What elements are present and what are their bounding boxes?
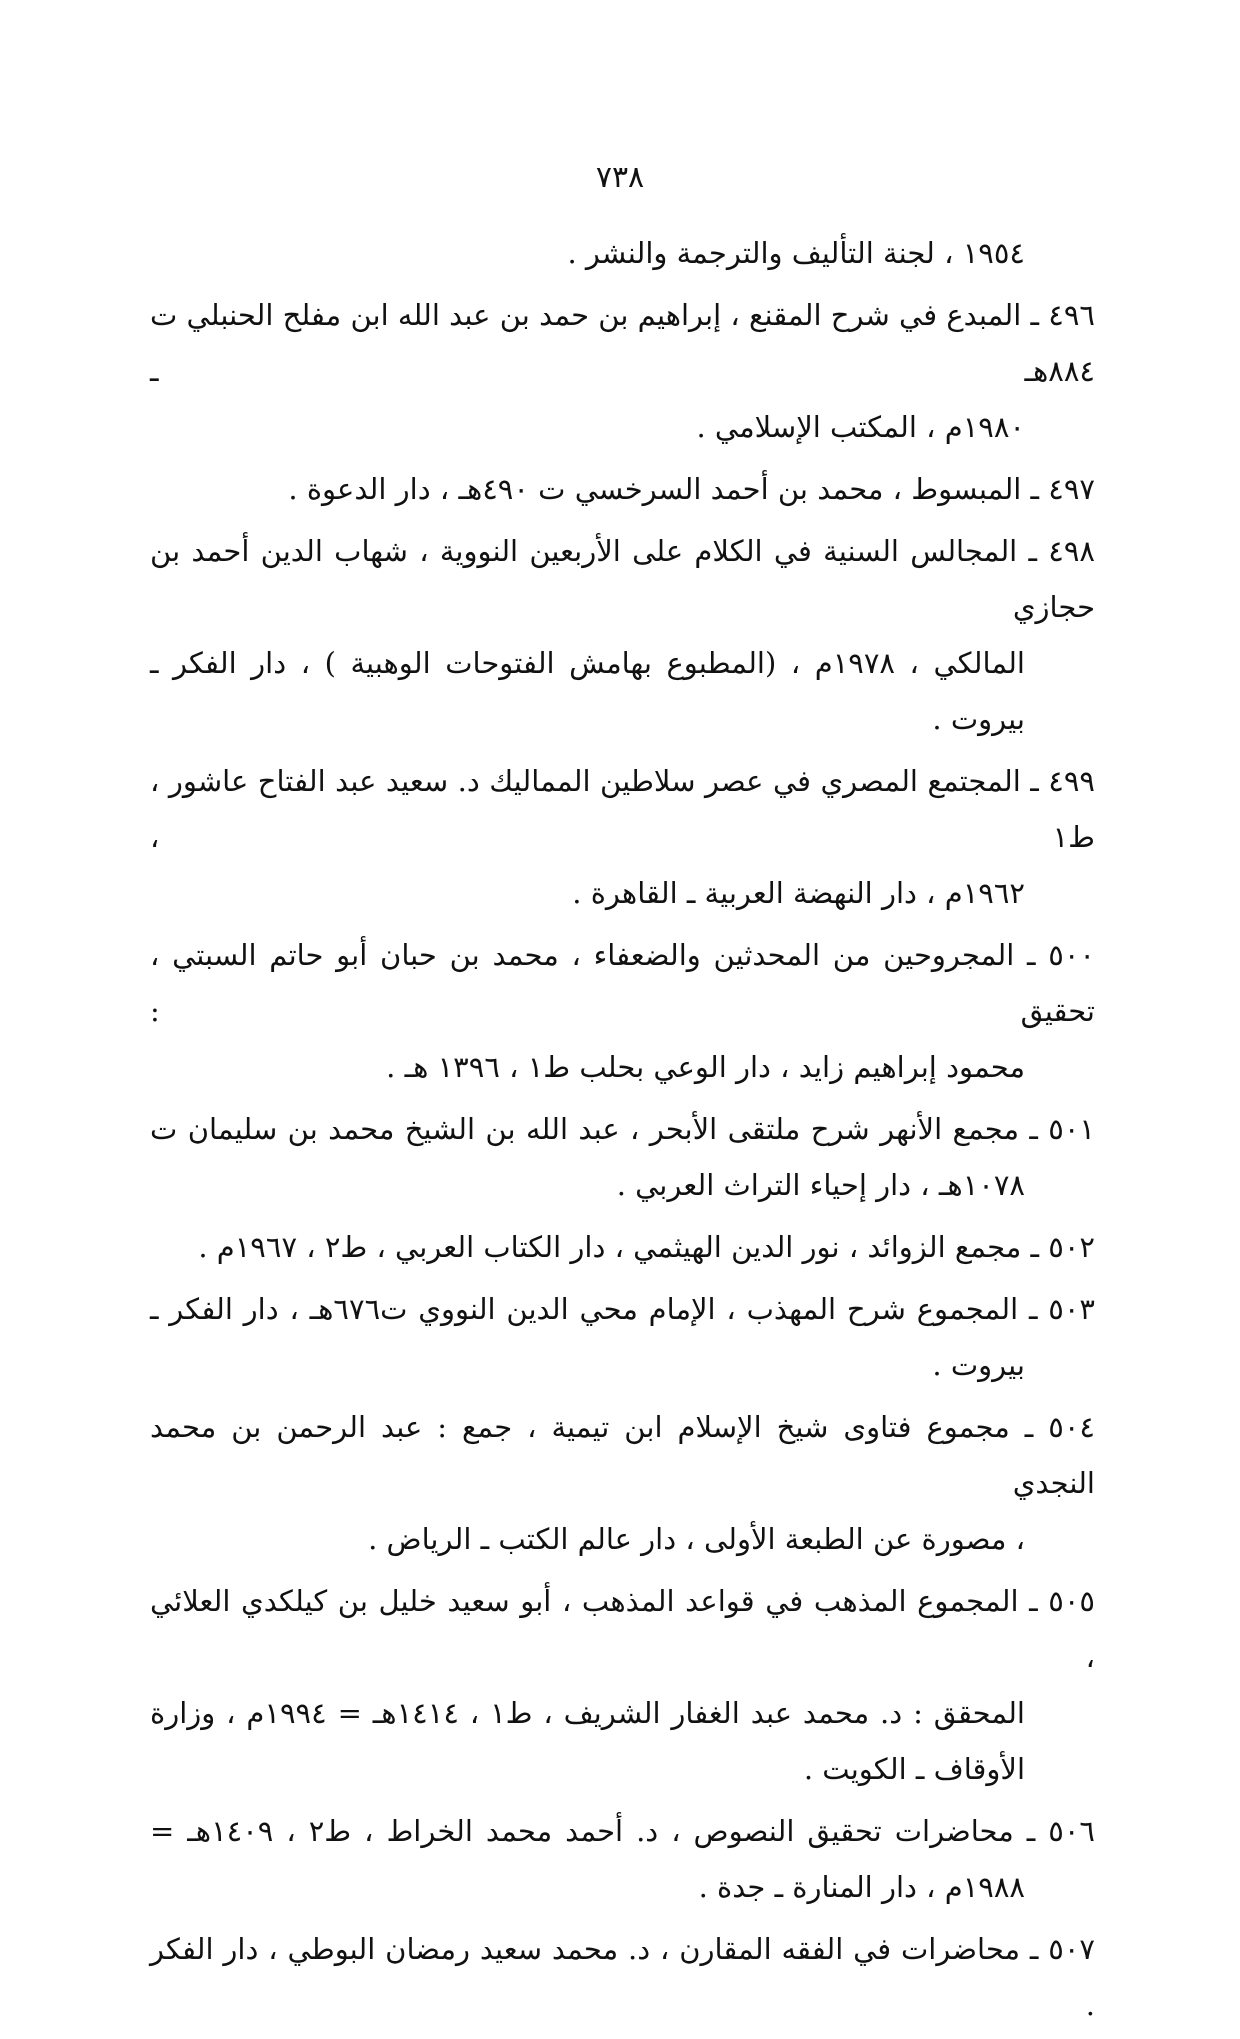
bibliography-entry-498 bbox=[150, 523, 1095, 747]
bibliography-entry-502 bbox=[150, 1219, 1095, 1275]
entry-continuation-line: محمود إبراهيم زايد ، دار الوعي بحلب ط١ ، ١٣٩٦ هـ . bbox=[386, 1050, 1025, 1084]
entry-continuation-line: ١٩٨٠م ، المكتب الإسلامي . bbox=[696, 410, 1025, 444]
bibliography-entry-499 bbox=[150, 753, 1095, 921]
entry-first-line: ٤٩٨ ـ المجالس السنية في الكلام على الأربعين النووية ، شهاب الدين أحمد بن حجازي bbox=[150, 534, 1095, 624]
entry-continuation-line: المالكي ، ١٩٧٨م ، (المطبوع بهامش الفتوحات الوهبية ) ، دار الفكر ـ بيروت . bbox=[150, 646, 1025, 736]
bibliography-entry-504 bbox=[150, 1399, 1095, 1567]
entry-first-line: ٤٩٧ ـ المبسوط ، محمد بن أحمد السرخسي ت ٤٩٠هـ ، دار الدعوة . bbox=[288, 472, 1095, 506]
entry-first-line: ٥٠٠ ـ المجروحين من المحدثين والضعفاء ، محمد بن حبان أبو حاتم السبتي ، تحقيق : bbox=[150, 938, 1095, 1028]
bibliography-entry-505 bbox=[150, 1573, 1095, 1797]
entry-first-line: ٥٠٦ ـ محاضرات تحقيق النصوص ، د. أحمد محمد الخراط ، ط٢ ، ١٤٠٩هـ = bbox=[150, 1814, 1096, 1848]
bibliography-entry-497 bbox=[150, 461, 1095, 517]
bibliography-entry-503 bbox=[150, 1281, 1095, 1393]
bibliography-entry-506 bbox=[150, 1803, 1095, 1915]
entry-first-line: ٤٩٩ ـ المجتمع المصري في عصر سلاطين المماليك د. سعيد عبد الفتاح عاشور ، ط١ ، bbox=[150, 764, 1095, 854]
entry-first-line: ٥٠٧ ـ محاضرات في الفقه المقارن ، د. محمد سعيد رمضان البوطي ، دار الفكر . bbox=[150, 1932, 1095, 2022]
entry-first-line: ٥٠٤ ـ مجموع فتاوى شيخ الإسلام ابن تيمية ، جمع : عبد الرحمن بن محمد النجدي bbox=[150, 1410, 1095, 1500]
bibliography-entry-496 bbox=[150, 287, 1095, 455]
entry-first-line: ٤٩٦ ـ المبدع في شرح المقنع ، إبراهيم بن حمد بن عبد الله ابن مفلح الحنبلي ت ٨٨٤هـ ـ bbox=[150, 298, 1095, 388]
entry-continuation-line: بيروت . bbox=[932, 1348, 1025, 1382]
page-number: ٧٣٨ bbox=[595, 160, 645, 195]
entry-continuation-line: ١٠٧٨هـ ، دار إحياء التراث العربي . bbox=[616, 1168, 1025, 1202]
entry-continuation-line: الأوقاف ـ الكويت . bbox=[803, 1752, 1025, 1786]
entry-first-line: ٥٠٥ ـ المجموع المذهب في قواعد المذهب ، أبو سعيد خليل بن كيلكدي العلائي ، bbox=[150, 1584, 1095, 1674]
entry-first-line: ٥٠٢ ـ مجمع الزوائد ، نور الدين الهيثمي ، دار الكتاب العربي ، ط٢ ، ١٩٦٧م . bbox=[198, 1230, 1095, 1264]
entry-first-line: ٥٠٣ ـ المجموع شرح المهذب ، الإمام محي الدين النووي ت٦٧٦هـ ، دار الفكر ـ bbox=[150, 1292, 1096, 1326]
continued-entry-line: ١٩٥٤ ، لجنة التأليف والترجمة والنشر . bbox=[567, 236, 1025, 270]
entry-continuation-line: ١٩٨٨م ، دار المنارة ـ جدة . bbox=[698, 1870, 1025, 1904]
entry-continuation-line: ١٩٦٢م ، دار النهضة العربية ـ القاهرة . bbox=[572, 876, 1025, 910]
bibliography-list bbox=[150, 225, 1095, 2039]
bibliography-entry-507 bbox=[150, 1921, 1095, 2033]
entry-continuation-line: ، مصورة عن الطبعة الأولى ، دار عالم الكتب ـ الرياض . bbox=[368, 1522, 1025, 1556]
entry-first-line: ٥٠١ ـ مجمع الأنهر شرح ملتقى الأبحر ، عبد الله بن الشيخ محمد بن سليمان ت bbox=[150, 1112, 1095, 1146]
bibliography-entry-501 bbox=[150, 1101, 1095, 1213]
entry-continuation-line: المحقق : د. محمد عبد الغفار الشريف ، ط١ ، ١٤١٤هـ = ١٩٩٤م ، وزارة bbox=[150, 1696, 1025, 1730]
bibliography-entry-500 bbox=[150, 927, 1095, 1095]
